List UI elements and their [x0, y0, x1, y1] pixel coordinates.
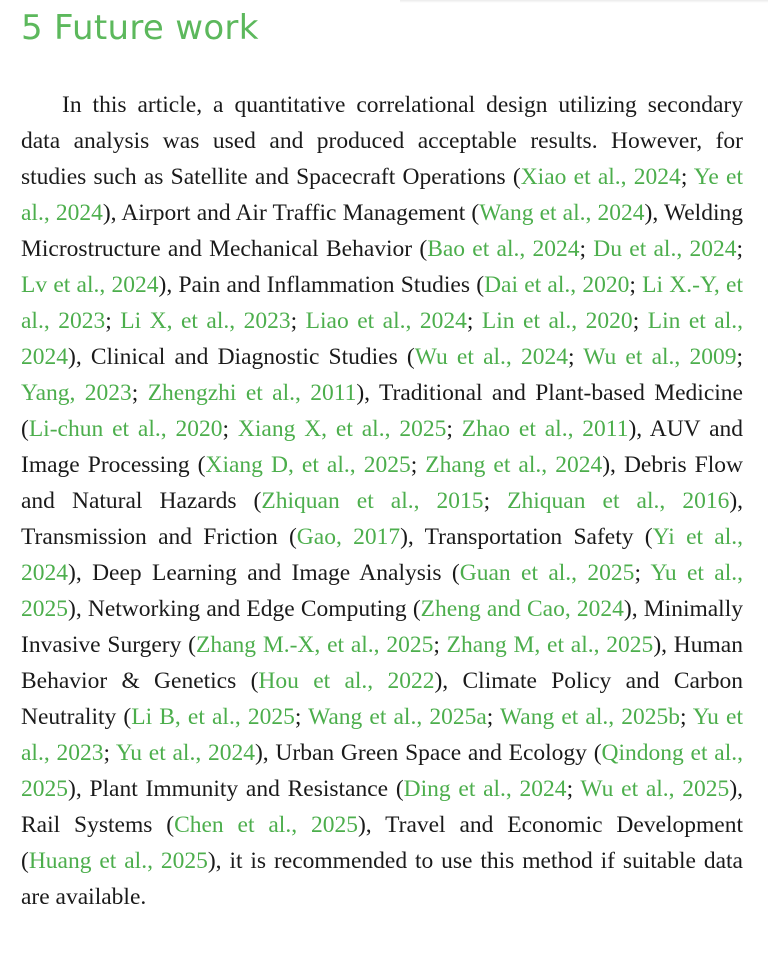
citation-link[interactable]: Wang et al., 2025a [308, 704, 487, 730]
citation-link[interactable]: Li B, et al., 2025 [131, 704, 295, 730]
citation-link[interactable]: Wang et al., 2025b [500, 704, 681, 730]
citation-link[interactable]: Huang et al., 2025 [28, 848, 208, 874]
citation-link[interactable]: Xiang X, et al., 2025 [237, 416, 447, 442]
citation-link[interactable]: Zhang M, et al., 2025 [446, 632, 654, 658]
paragraph-text: ; [105, 308, 121, 334]
citation-link[interactable]: Guan et al., 2025 [459, 560, 635, 586]
top-edge-shadow [400, 0, 768, 3]
paragraph-text: ), Rail Systems ( [21, 776, 744, 838]
future-work-paragraph [21, 87, 743, 915]
paragraph-text: ; [433, 632, 447, 658]
paragraph-text: ; [736, 236, 743, 262]
paragraph-text: ), Human Behavior & Genetics ( [21, 632, 743, 694]
paragraph-text: ; [486, 704, 500, 730]
paragraph-text: ), Pain and Inflammation Studies ( [158, 272, 485, 298]
paragraph-text: ), Transportation Safety ( [400, 524, 653, 550]
paragraph-text: ; [446, 416, 462, 442]
paragraph-text: ; [222, 416, 238, 442]
citation-link[interactable]: Hou et al., 2022 [258, 668, 435, 694]
paragraph-text: ; [410, 452, 426, 478]
section-heading: 5 Future work [21, 8, 259, 48]
citation-link[interactable]: Yi et al., 2024 [21, 524, 744, 586]
paragraph-text: ), it is recommended to use this method if suitable data are available. [21, 848, 743, 910]
citation-link[interactable]: Li X, et al., 2023 [120, 308, 291, 334]
citation-link[interactable]: Yu et al., 2025 [21, 560, 743, 622]
citation-link[interactable]: Ding et al., 2024 [403, 776, 567, 802]
paragraph-text: ), Clinical and Diagnostic Studies ( [68, 344, 415, 370]
paragraph-text: ), Networking and Edge Computing ( [68, 596, 421, 622]
paragraph-text: ), Urban Green Space and Ecology ( [254, 740, 602, 766]
paragraph-text: ; [567, 344, 584, 370]
citation-link[interactable]: Zhao et al., 2011 [461, 416, 629, 442]
paragraph-text: ), Airport and Air Traffic Management ( [102, 200, 480, 226]
paragraph-text: ; [579, 236, 594, 262]
paragraph-text: ; [466, 308, 482, 334]
paragraph-text: ), Climate Policy and Carbon Neutrality ( [21, 668, 743, 730]
citation-link[interactable]: Bao et al., 2024 [427, 236, 580, 262]
paragraph-text: ), Transmission and Friction ( [21, 488, 744, 550]
paragraph-text: ), Plant Immunity and Resistance ( [68, 776, 404, 802]
citation-link[interactable]: Xiang D, et al., 2025 [205, 452, 411, 478]
paragraph-text: ; [736, 344, 743, 370]
citation-link[interactable]: Chen et al., 2025 [174, 812, 358, 838]
paragraph-text: ; [290, 308, 306, 334]
citation-link[interactable]: Gao, 2017 [296, 524, 401, 550]
paragraph-text: ; [131, 380, 148, 406]
paragraph-text: ; [632, 308, 648, 334]
paragraph-text: ), Debris Flow and Natural Hazards ( [21, 452, 743, 514]
paragraph-text: ), Welding Microstructure and Mechanical Behavior ( [21, 200, 743, 262]
citation-link[interactable]: Yang, 2023 [21, 380, 132, 406]
paragraph-text: ), Deep Learning and Image Analysis ( [68, 560, 460, 586]
citation-link[interactable]: Wang et al., 2024 [479, 200, 645, 226]
citation-link[interactable]: Zhengzhi et al., 2011 [147, 380, 357, 406]
paragraph-text: ), Traditional and Plant-based Medicine ( [21, 380, 743, 442]
paragraph-text: In this article, a quantitative correlational design utilizing secondary data analysis was used and produced acceptable results. However, for studies such as Satellite and Spacecraft Operations ( [21, 92, 743, 190]
paragraph-text: ; [103, 740, 116, 766]
citation-link[interactable]: Zhiquan et al., 2015 [261, 488, 484, 514]
paragraph-text: ), Travel and Economic Development ( [21, 812, 743, 874]
paragraph-text: ; [294, 704, 309, 730]
citation-link[interactable]: Liao et al., 2024 [305, 308, 467, 334]
citation-link[interactable]: Yu et al., 2024 [115, 740, 255, 766]
paragraph-text: ; [629, 272, 643, 298]
paragraph-text: ; [483, 488, 508, 514]
citation-link[interactable]: Qindong et al., 2025 [21, 740, 743, 802]
citation-link[interactable]: Wu et al., 2009 [583, 344, 737, 370]
citation-link[interactable]: Yu et al., 2023 [21, 704, 743, 766]
paragraph-text: ), Minimally Invasive Surgery ( [21, 596, 743, 658]
citation-link[interactable]: Zheng and Cao, 2024 [420, 596, 624, 622]
citation-link[interactable]: Dai et al., 2020 [484, 272, 630, 298]
paragraph-text: ; [680, 704, 693, 730]
paragraph-text: ), AUV and Image Processing ( [21, 416, 744, 478]
citation-link[interactable]: Lin et al., 2020 [481, 308, 633, 334]
citation-link[interactable]: Lv et al., 2024 [21, 272, 159, 298]
paragraph-text: ; [680, 164, 694, 190]
citation-link[interactable]: Ye et al., 2024 [21, 164, 743, 226]
citation-link[interactable]: Wu et al., 2024 [414, 344, 568, 370]
paragraph-text: ; [634, 560, 651, 586]
citation-link[interactable]: Xiao et al., 2024 [520, 164, 681, 190]
citation-link[interactable]: Li-chun et al., 2020 [28, 416, 223, 442]
citation-link[interactable]: Li X.-Y, et al., 2023 [21, 272, 743, 334]
citation-link[interactable]: Du et al., 2024 [593, 236, 737, 262]
citation-link[interactable]: Zhang et al., 2024 [425, 452, 603, 478]
paragraph-text: ; [566, 776, 581, 802]
citation-link[interactable]: Zhang M.-X, et al., 2025 [196, 632, 434, 658]
citation-link[interactable]: Lin et al., 2024 [21, 308, 744, 370]
citation-link[interactable]: Zhiquan et al., 2016 [507, 488, 730, 514]
citation-link[interactable]: Wu et al., 2025 [580, 776, 730, 802]
